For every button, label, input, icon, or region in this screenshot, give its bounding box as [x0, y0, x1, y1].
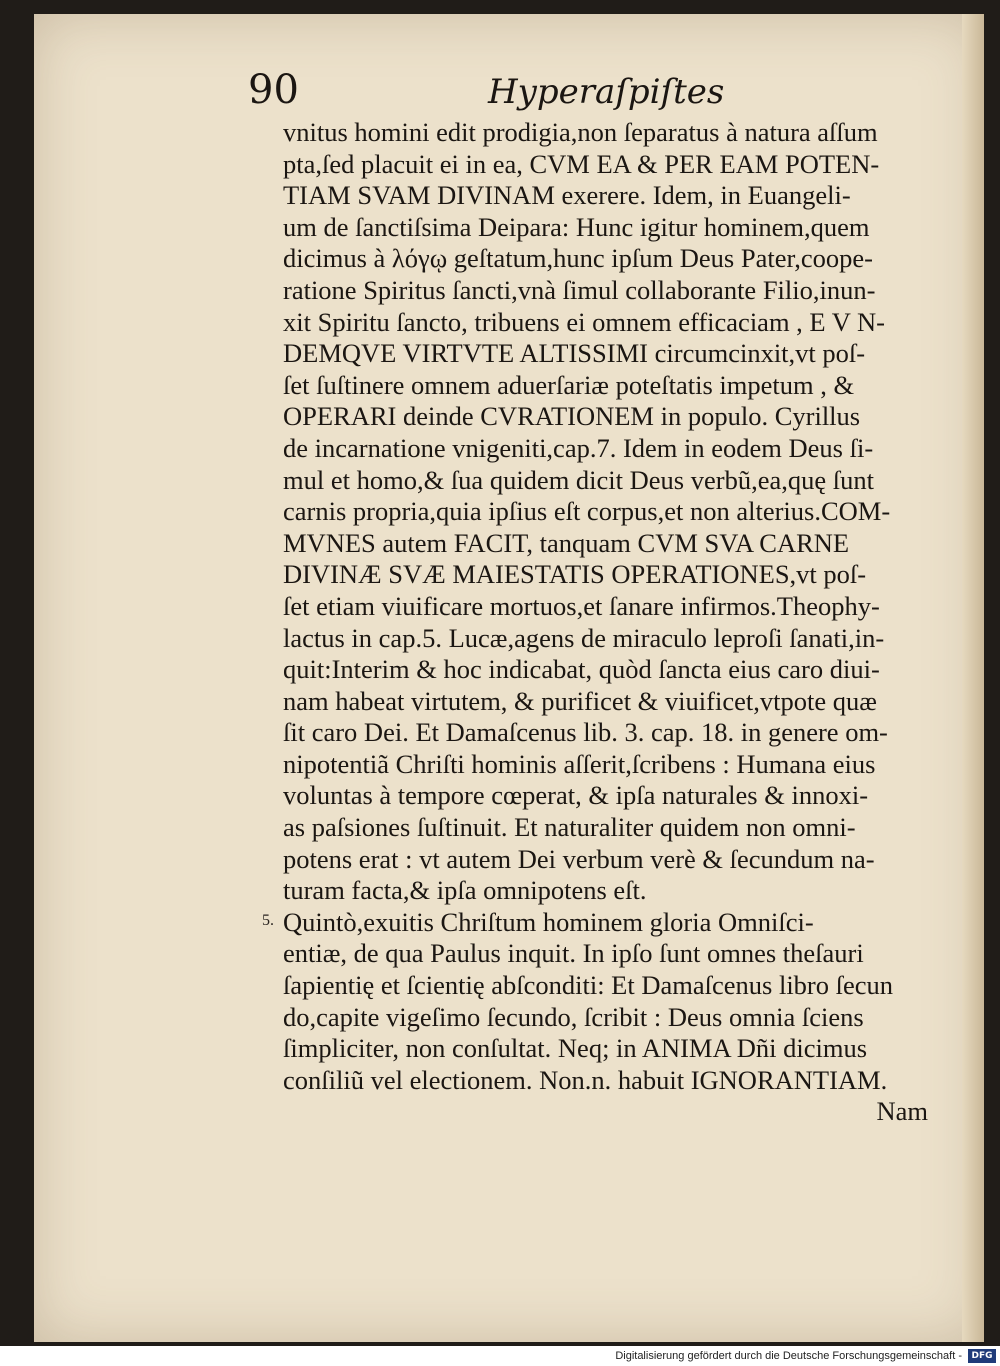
- text-line: TIAM SVAM DIVINAM exerere. Idem, in Euangeli-: [283, 180, 851, 211]
- dfg-logo: DFG: [968, 1349, 996, 1363]
- text-line: ſet ſuſtinere omnem aduerſariæ poteſtatis impetum , &: [283, 369, 855, 400]
- running-title: Hyperaſpiſtes: [488, 72, 725, 112]
- text-line: nipotentiã Chriſti hominis aſſerit,ſcribens : Humana eius: [283, 748, 876, 779]
- page-number: 90: [248, 67, 299, 113]
- text-line: Quintò,exuitis Chriſtum hominem gloria Omniſci-: [283, 906, 814, 937]
- running-head: [248, 67, 725, 118]
- text-line: xit Spiritu ſancto, tribuens ei omnem efficaciam , E V N-: [283, 306, 886, 337]
- text-line: quit:Interim & hoc indicabat, quòd ſancta eius caro diui-: [283, 654, 880, 685]
- text-line: mul et homo,& ſua quidem dicit Deus verbũ,ea,quę ſunt: [283, 464, 874, 495]
- text-line: MVNES autem FACIT, tanquam CVM SVA CARNE: [283, 527, 850, 558]
- text-line: ratione Spiritus ſancti,vnà ſimul collaborante Filio,inun-: [283, 274, 876, 305]
- text-line: as paſsiones ſuſtinuit. Et naturaliter quidem non omni-: [283, 812, 856, 843]
- catchword: Nam: [876, 1096, 928, 1127]
- body-text: [283, 117, 928, 1128]
- text-line: conſiliũ vel electionem. Non.n. habuit IGNORANTIAM.: [283, 1064, 888, 1095]
- margin-section-number: 5.: [262, 912, 274, 929]
- text-line: ſimpliciter, non conſultat. Neq; in ANIMA Dñi dicimus: [283, 1033, 868, 1064]
- text-line: um de ſanctiſsima Deipara: Hunc igitur hominem,quem: [283, 211, 870, 242]
- text-line: DIVINÆ SVÆ MAIESTATIS OPERATIONES,vt poſ-: [283, 559, 867, 590]
- text-line: vnitus homini edit prodigia,non ſeparatus à natura aſſum: [283, 117, 878, 147]
- text-line: DEMQVE VIRTVTE ALTISSIMI circumcinxit,vt poſ-: [283, 338, 866, 369]
- text-line: entiæ, de qua Paulus inquit. In ipſo ſunt omnes theſauri: [283, 938, 864, 969]
- text-line: pta,ſed placuit ei in ea, CVM EA & PER EAM POTEN-: [283, 148, 880, 179]
- text-line: ſet etiam viuificare mortuos,et ſanare infirmos.Theophy-: [283, 590, 880, 621]
- text-line: lactus in cap.5. Lucæ,agens de miraculo leproſi ſanati,in-: [283, 622, 885, 653]
- text-line: nam habeat virtutem, & purificet & viuificet,vtpote quæ: [283, 685, 877, 716]
- funding-note: Digitalisierung gefördert durch die Deutsche Forschungsgemeinschaft -: [615, 1350, 962, 1362]
- footer-bar: [0, 1346, 1000, 1366]
- text-line: ſit caro Dei. Et Damaſcenus lib. 3. cap. 18. in genere om-: [283, 717, 888, 748]
- text-line: OPERARI deinde CVRATIONEM in populo. Cyrillus: [283, 401, 861, 432]
- text-line: potens erat : vt autem Dei verbum verè & ſecundum na-: [283, 843, 875, 874]
- text-line: do,capite vigeſimo ſecundo, ſcribit : Deus omnia ſciens: [283, 1001, 864, 1032]
- text-line: dicimus à λόγῳ geſtatum,hunc ipſum Deus Pater,coope-: [283, 243, 873, 274]
- text-line: carnis propria,quia ipſius eſt corpus,et non alterius.COM-: [283, 496, 891, 527]
- text-line: turam facta,& ipſa omnipotens eſt.: [283, 875, 647, 906]
- text-line: ſapientię et ſcientię abſconditi: Et Damaſcenus libro ſecun: [283, 970, 894, 1001]
- text-line: de incarnatione vnigeniti,cap.7. Idem in eodem Deus ſi-: [283, 432, 874, 463]
- text-line: voluntas à tempore cœperat, & ipſa naturales & innoxi-: [283, 780, 869, 811]
